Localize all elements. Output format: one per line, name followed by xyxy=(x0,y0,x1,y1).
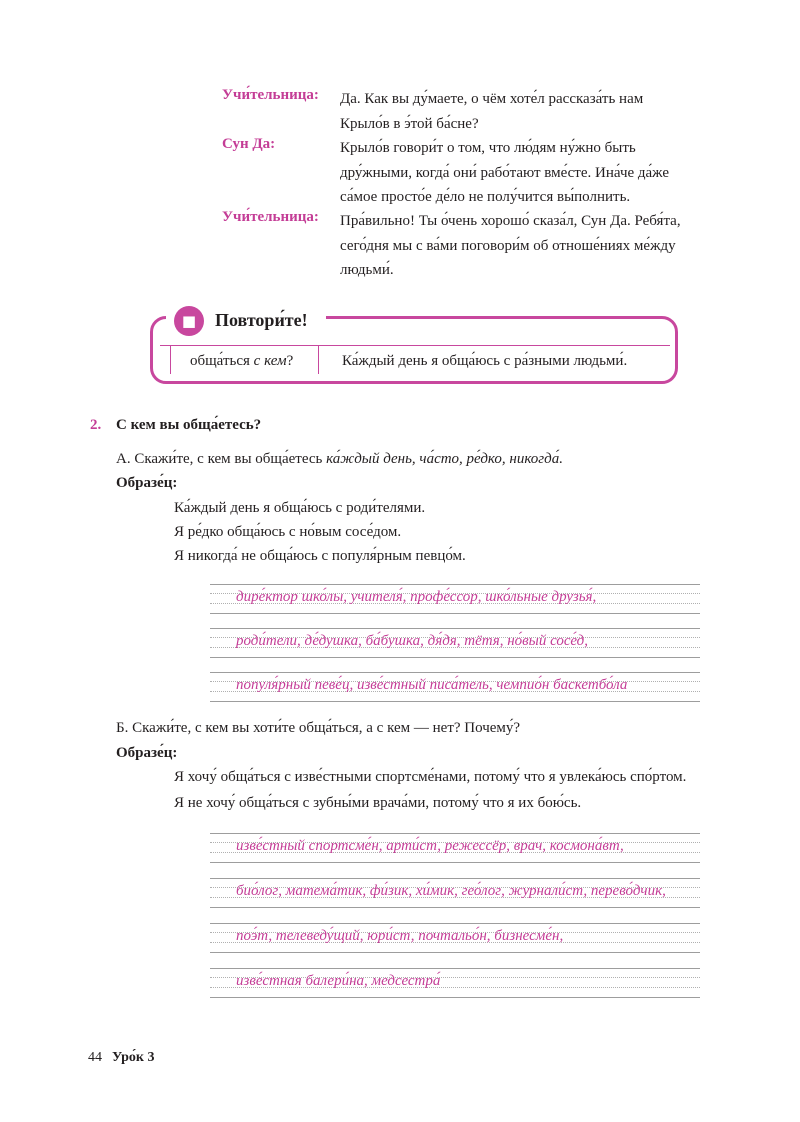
sample-sentence: Ка́ждый день я обща́юсь с роди́телями. xyxy=(174,500,426,516)
hint-line: дире́ктор шко́лы, учителя́, профе́ссор, шко́льные друзья́, xyxy=(236,589,597,605)
repeat-example: Ка́ждый день я обща́юсь с ра́зными людьми́. xyxy=(342,353,628,369)
sample-sentence: Я не хочу́ обща́ться с зубны́ми врача́ми, потому́ что я их бою́сь. xyxy=(174,795,582,811)
sample-label: Образе́ц: xyxy=(116,475,178,491)
writing-line xyxy=(210,628,700,629)
speaker-teacher: Учи́тельница: xyxy=(222,87,319,103)
writing-line xyxy=(210,878,700,879)
speech-text: Крыло́в говори́т о том, что лю́дям ну́жно быть дру́жными, когда́ они́ рабо́тают вме́сте. Ина́че да́же са́мое просто́е де́ло не полу́чится вы́полнить. xyxy=(340,140,670,205)
repeat-verb: обща́ться с кем? xyxy=(190,353,294,369)
sample-sentence: Я хочу́ обща́ться с изве́стными спортсме́нами, потому́ что я увлека́юсь спо́ртом. xyxy=(174,769,687,785)
speech-text: Пра́вильно! Ты о́чень хорошо́ сказа́л, Сун Да. Ребя́та, сего́дня мы с ва́ми поговори́м об отноше́ниях ме́жду людьми́. xyxy=(340,213,681,278)
speech-text: Да. Как вы ду́маете, о чём хоте́л рассказа́ть нам Крыло́в в э́той ба́сне? xyxy=(340,91,644,132)
part-b-instruction: Б. Скажи́те, с кем вы хоти́те обща́ться, а с кем — нет? Почему́? xyxy=(116,720,521,736)
divider xyxy=(170,346,171,374)
writing-line xyxy=(210,968,700,969)
book-icon: ■ xyxy=(174,306,204,336)
hint-line: роди́тели, де́душка, ба́бушка, дя́дя, тётя, но́вый сосе́д, xyxy=(236,633,588,649)
writing-line xyxy=(210,672,700,673)
hint-line: био́лог, матема́тик, фи́зик, хи́мик, гео́лог, журнали́ст, перево́дчик, xyxy=(236,883,666,899)
divider xyxy=(318,346,319,374)
writing-line xyxy=(210,923,700,924)
exercise-number: 2. xyxy=(90,417,102,433)
hint-line: изве́стная балери́на, медсестра́ xyxy=(236,973,441,989)
hint-line: изве́стный спортсме́н, арти́ст, режессёр, врач, космона́вт, xyxy=(236,838,624,854)
writing-line xyxy=(210,584,700,585)
repeat-title: Повтори́те! xyxy=(215,310,308,330)
hint-line: поэ́т, телеведу́щий, юри́ст, почтальо́н, бизнесме́н, xyxy=(236,928,564,944)
speaker-teacher: Учи́тельница: xyxy=(222,209,319,225)
hint-line: популя́рный певе́ц, изве́стный писа́тель, чемпио́н баскетбо́ла xyxy=(236,677,628,693)
sample-sentence: Я ре́дко обща́юсь с но́вым сосе́дом. xyxy=(174,524,402,540)
lesson-label: Уро́к 3 xyxy=(112,1050,155,1065)
sample-label: Образе́ц: xyxy=(116,745,178,761)
exercise-title: С кем вы обща́етесь? xyxy=(116,417,262,433)
part-a-instruction: А. Скажи́те, с кем вы обща́етесь ка́ждый день, ча́сто, ре́дко, никогда́. xyxy=(116,451,563,467)
speaker-student: Сун Да: xyxy=(222,136,276,152)
sample-sentence: Я никогда́ не обща́юсь с популя́рным певцо́м. xyxy=(174,548,466,564)
page-number: 44 xyxy=(88,1050,102,1065)
divider xyxy=(160,345,670,346)
writing-line xyxy=(210,833,700,834)
